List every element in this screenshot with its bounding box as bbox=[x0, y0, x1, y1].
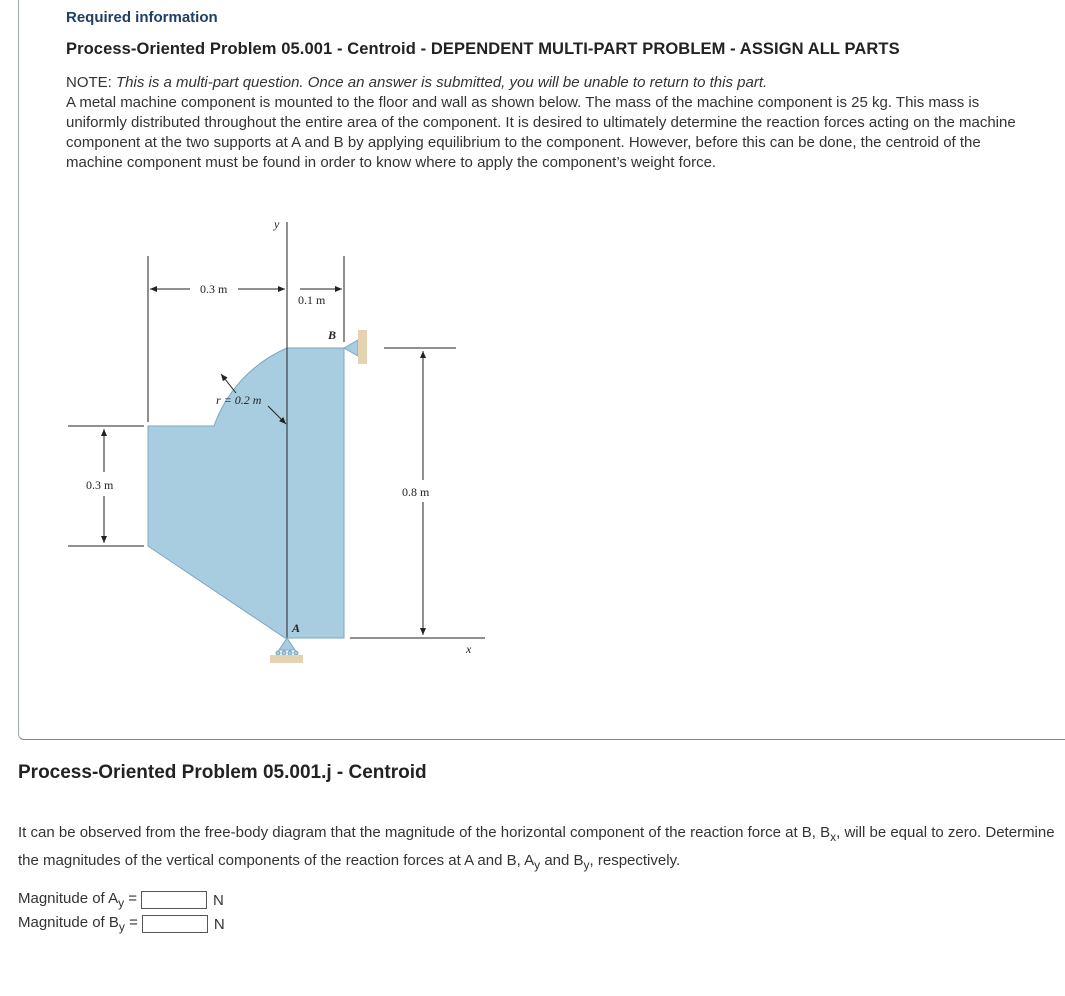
x-axis-label: x bbox=[466, 642, 472, 656]
subscript: y bbox=[118, 896, 125, 910]
subscript: x bbox=[830, 830, 837, 844]
equals-sign: = bbox=[124, 890, 138, 907]
unit-label: N bbox=[213, 891, 224, 909]
support-a-floor bbox=[270, 655, 303, 663]
dim-right-height-label: 0.8 m bbox=[402, 485, 430, 499]
subscript: y bbox=[118, 920, 125, 934]
subscript: y bbox=[534, 858, 541, 872]
part-subtitle: Process-Oriented Problem 05.001.j - Centroid bbox=[18, 762, 427, 783]
support-b-wall bbox=[358, 330, 367, 364]
label-b: B bbox=[328, 328, 337, 342]
label-a: A bbox=[292, 621, 301, 635]
problem-description: A metal machine component is mounted to the floor and wall as shown below. The mass of the machine component is 25 kg. This mass is uniformly distributed throughout the entire area of the component. It is desired to ultimately determine the reaction forces acting on the machine component at the two supports at A and B by applying equilibrium to the component. However, before this can be done, the centroid of the machine component must be found in order to know where to apply the component’s weight force. bbox=[66, 94, 1016, 171]
required-info-label: Required information bbox=[66, 9, 218, 26]
answer-row-ay bbox=[18, 890, 224, 910]
question-text-part: and B bbox=[540, 852, 584, 869]
radius-label: r = 0.2 m bbox=[216, 393, 262, 407]
answer-label-ay bbox=[18, 890, 137, 910]
problem-title: Process-Oriented Problem 05.001 - Centroid - DEPENDENT MULTI-PART PROBLEM - ASSIGN ALL PARTS bbox=[66, 40, 900, 58]
support-a-pin bbox=[279, 638, 295, 650]
problem-note bbox=[66, 73, 1041, 173]
answer-label-text: Magnitude of B bbox=[18, 914, 119, 931]
dim-top-right-label: 0.1 m bbox=[298, 293, 326, 307]
support-b-pin bbox=[344, 340, 358, 356]
answer-label-by bbox=[18, 914, 138, 934]
machine-component-shape bbox=[148, 348, 344, 638]
radius-arrow-up bbox=[221, 374, 236, 393]
roller bbox=[294, 651, 298, 655]
question-text-part: It can be observed from the free-body diagram that the magnitude of the horizontal component of the reaction force at B, B bbox=[18, 824, 831, 841]
dim-top-left-label: 0.3 m bbox=[200, 282, 228, 296]
subscript: y bbox=[583, 858, 590, 872]
unit-label: N bbox=[213, 915, 225, 933]
component-figure bbox=[60, 210, 490, 680]
roller bbox=[288, 651, 292, 655]
question-text-part: , respectively. bbox=[589, 852, 681, 869]
roller bbox=[282, 651, 286, 655]
question-text-part: , will be equal to zero. Determine the magnitudes of the vertical components of the reaction forces at A and B, A bbox=[18, 824, 1055, 869]
y-axis-label: y bbox=[274, 217, 280, 231]
question-text bbox=[18, 821, 1058, 877]
note-warning: This is a multi-part question. Once an answer is submitted, you will be unable to return to this part. bbox=[116, 74, 768, 91]
by-input[interactable] bbox=[142, 915, 208, 933]
dim-left-height-label: 0.3 m bbox=[86, 478, 114, 492]
roller bbox=[276, 651, 280, 655]
note-label: NOTE: bbox=[66, 74, 112, 91]
equals-sign: = bbox=[124, 914, 138, 931]
ay-input[interactable] bbox=[141, 891, 207, 909]
answer-label-text: Magnitude of A bbox=[18, 890, 119, 907]
answer-row-by bbox=[18, 914, 225, 934]
